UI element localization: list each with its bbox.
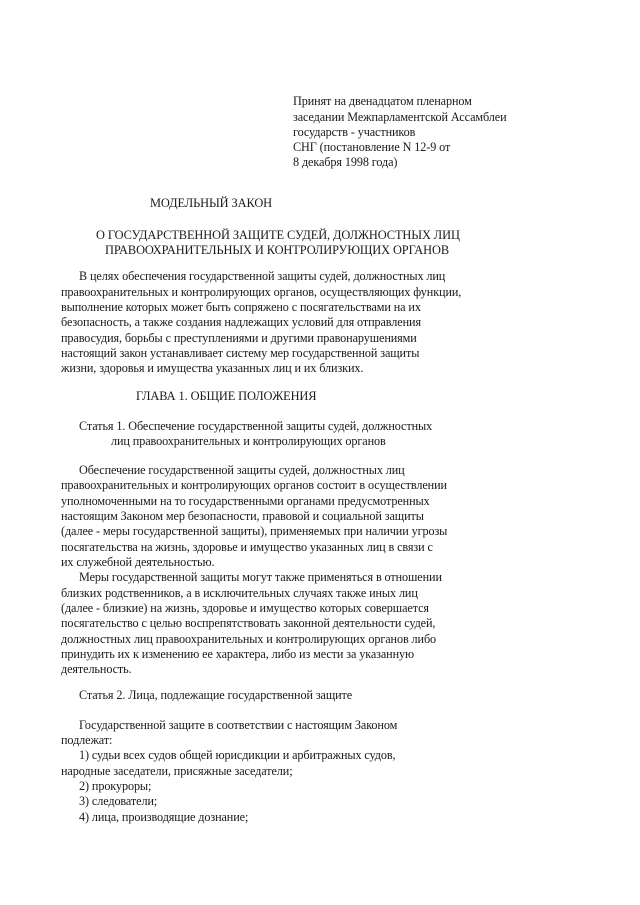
preamble-line: правосудия, борьбы с преступлениями и другими правонарушениями [61,331,417,345]
article-1-title: Статья 1. Обеспечение государственной защиты судей, должностных [79,419,433,433]
adoption-note-line: заседании Межпарламентской Ассамблеи [293,110,507,124]
paragraph-line: посягательства на жизнь, здоровье и имущество указанных лиц в связи с [61,540,433,554]
adoption-note-line: Принят на двенадцатом пленарном [293,94,472,108]
adoption-note-line: 8 декабря 1998 года) [293,155,398,169]
paragraph-line: подлежат: [61,733,113,747]
preamble-line: выполнение которых может быть сопряжено с посягательствами на их [61,300,421,314]
paragraph-line: должностных лиц правоохранительных и контролирующих органов либо [61,632,437,646]
preamble-line: В целях обеспечения государственной защиты судей, должностных лиц [79,269,446,283]
list-item: 1) судьи всех судов общей юрисдикции и арбитражных судов, [79,748,396,762]
adoption-note-line: государств - участников [293,125,416,139]
paragraph-line: Обеспечение государственной защиты судей, должностных лиц [79,463,405,477]
list-item: народные заседатели, присяжные заседатели; [61,764,293,778]
document-type: МОДЕЛЬНЫЙ ЗАКОН [150,196,273,210]
paragraph-line: настоящим Законом мер безопасности, правовой и социальной защиты [61,509,424,523]
paragraph-line: (далее - меры государственной защиты), применяемых при наличии угрозы [61,524,448,538]
preamble-line: настоящий закон устанавливает систему мер государственной защиты [61,346,420,360]
paragraph-line: принудить их к изменению ее характера, либо из мести за указанную [61,647,415,661]
paragraph-line: Государственной защите в соответствии с настоящим Законом [79,718,398,732]
paragraph-line: (далее - близкие) на жизнь, здоровье и имущество которых совершается [61,601,429,615]
paragraph-line: правоохранительных и контролирующих органов состоит в осуществлении [61,478,447,492]
document-title-line: ПРАВООХРАНИТЕЛЬНЫХ И КОНТРОЛИРУЮЩИХ ОРГАНОВ [105,243,450,257]
chapter-heading: ГЛАВА 1. ОБЩИЕ ПОЛОЖЕНИЯ [136,389,317,403]
article-1-title: лиц правоохранительных и контролирующих органов [111,434,386,448]
paragraph-line: деятельность. [61,662,132,676]
adoption-note-line: СНГ (постановление N 12-9 от [293,140,451,154]
preamble-line: жизни, здоровья и имущества указанных лиц и их близких. [61,361,364,375]
paragraph-line: Меры государственной защиты могут также применяться в отношении [79,570,442,584]
paragraph-line: посягательство с целью воспрепятствовать законной деятельности судей, [61,616,436,630]
list-item: 3) следователи; [79,794,158,808]
article-2-title: Статья 2. Лица, подлежащие государственной защите [79,688,353,702]
list-item: 4) лица, производящие дознание; [79,810,249,824]
paragraph-line: уполномоченными на то государственными органами предусмотренных [61,494,430,508]
document-title-line: О ГОСУДАРСТВЕННОЙ ЗАЩИТЕ СУДЕЙ, ДОЛЖНОСТНЫХ ЛИЦ [96,228,460,242]
preamble-line: безопасность, а также создания надлежащих условий для отправления [61,315,421,329]
paragraph-line: близких родственников, а в исключительных случаях также иных лиц [61,586,418,600]
list-item: 2) прокуроры; [79,779,152,793]
paragraph-line: их служебной деятельностью. [61,555,215,569]
preamble-line: правоохранительных и контролирующих органов, осуществляющих функции, [61,285,462,299]
